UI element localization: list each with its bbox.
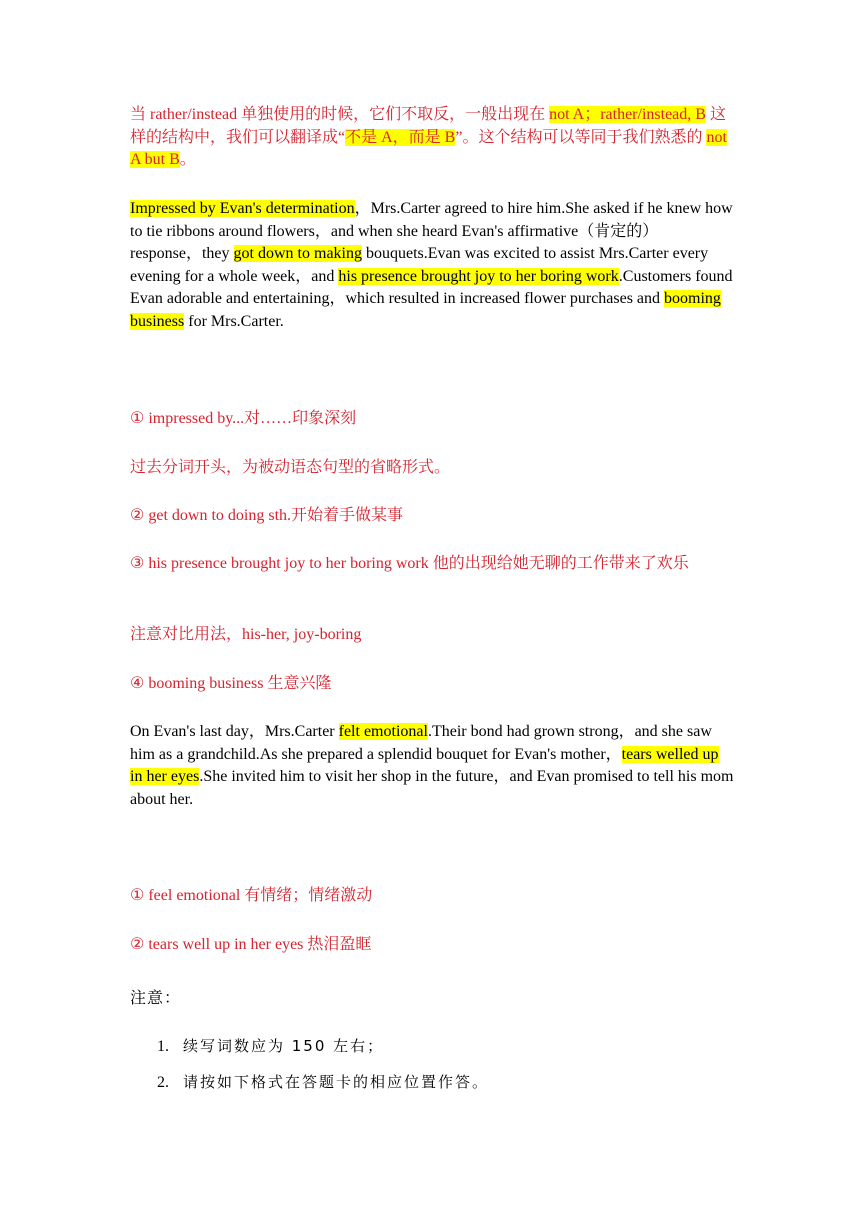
vocab-note: ② get down to doing sth.开始着手做某事 [130, 507, 404, 524]
highlighted-phrase: got down to making [233, 245, 362, 263]
vocab-note: 注意对比用法，his-her, joy-boring [130, 626, 362, 643]
highlighted-phrase: Impressed by Evan's determination [130, 200, 355, 217]
attention-label: 注意： [130, 988, 182, 1007]
story-paragraph-1 [130, 198, 734, 334]
highlighted-phrase: felt emotional [338, 723, 428, 740]
text-run: .She invited him to visit her shop in the future，and Evan promised to tell his mom about her. [130, 768, 734, 808]
text-run: ，Mrs.Carter agreed to hire him.She asked if he knew how to tie ribbons around flowers，and when she heard Evan's affirmative（肯定的） response，they [130, 200, 733, 263]
list-number: 2. [157, 1074, 169, 1091]
text-run: .Their bond had grown strong，and she saw him as a grandchild.As she prepared a splendid bouquet for Evan's mother， [130, 723, 712, 763]
vocab-note: ① feel emotional 有情绪；情绪激动 [130, 887, 373, 904]
text-run: for Mrs.Carter. [184, 312, 284, 330]
highlighted-phrase: 不是 A，而是 B [345, 128, 456, 146]
highlighted-phrase: not A but B [130, 128, 727, 169]
list-text: 请按如下格式在答题卡的相应位置作答。 [183, 1073, 490, 1091]
text-run: bouquets.Evan was excited to assist Mrs.Carter every evening for a whole week，and [130, 245, 709, 285]
list-text: 续写词数应为 150 左右； [183, 1037, 385, 1055]
text-run: On Evan's last day，Mrs.Carter [130, 723, 339, 740]
list-number: 1. [157, 1038, 169, 1055]
grammar-note-paragraph [130, 104, 734, 172]
highlighted-phrase: tears welled up in her eyes [130, 745, 719, 786]
text-run: 这样的结构中，我们可以翻译成“ [130, 106, 726, 146]
text-run: 。 [179, 151, 196, 169]
vocab-note: ③ his presence brought joy to her boring work 他的出现给她无聊的工作带来了欢乐 [130, 555, 689, 572]
text-run: 当 rather/instead 单独使用的时候，它们不取反，一般出现在 [130, 106, 550, 123]
story-paragraph-2 [130, 721, 734, 811]
vocab-note: ① impressed by...对……印象深刻 [130, 410, 357, 427]
vocab-note: ② tears well up in her eyes 热泪盈眶 [130, 936, 372, 953]
text-run: .Customers found Evan adorable and entertaining，which resulted in increased flower purchases and [130, 267, 733, 308]
highlighted-phrase: not A；rather/instead, B [549, 106, 706, 123]
vocab-note: 过去分词开头，为被动语态句型的省略形式。 [130, 459, 451, 476]
highlighted-phrase: booming business [130, 290, 721, 330]
list-item [157, 1035, 384, 1058]
highlighted-phrase: his presence brought joy to her boring work [338, 267, 619, 285]
vocab-note: ④ booming business 生意兴隆 [130, 675, 332, 692]
list-item [157, 1071, 489, 1094]
text-run: ”。这个结构可以等同于我们熟悉的 [455, 128, 707, 146]
